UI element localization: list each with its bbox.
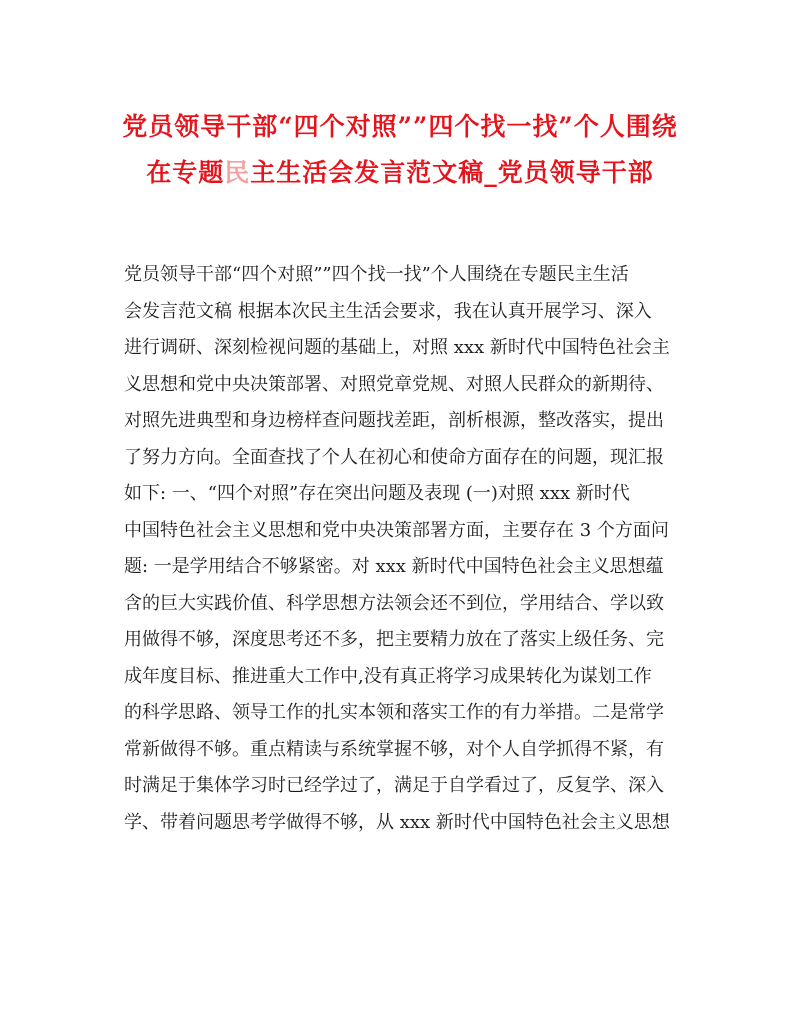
body-line: 常新做得不够。重点精读与系统掌握不够，对个人自学抓得不紧，有 <box>124 738 664 760</box>
body-line: 了努力方向。全面查找了个人在初心和使命方面存在的问题，现汇报 <box>124 446 664 468</box>
title-highlight-char: 民 <box>224 158 251 187</box>
body-line: 用做得不够，深度思考还不多，把主要精力放在了落实上级任务、完 <box>124 629 664 650</box>
body-line: 的科学思路、领导工作的扎实本领和落实工作的有力举措。二是常学 <box>124 702 664 723</box>
document-title <box>0 104 800 196</box>
body-line: 如下: 一、“四个对照”存在突出问题及表现 (一)对照 xxx 新时代 <box>124 483 630 504</box>
title-line-2 <box>0 150 800 196</box>
body-line: 对照先进典型和身边榜样查问题找差距，剖析根源，整改落实，提出 <box>124 410 664 431</box>
body-line: 时满足于集体学习时已经学过了，满足于自学看过了，反复学、深入 <box>124 775 664 796</box>
body-line: 成年度目标、推进重大工作中,没有真正将学习成果转化为谋划工作 <box>124 665 652 687</box>
body-line: 义思想和党中央决策部署、对照党章党规、对照人民群众的新期待、 <box>124 373 664 395</box>
title-line-2-start: 在专题 <box>146 158 225 187</box>
body-line: 党员领导干部“四个对照””四个找一找”个人围绕在专题民主生活 <box>124 264 629 285</box>
body-line: 学、带着问题思考学做得不够，从 xxx 新时代中国特色社会主义思想 <box>124 811 670 833</box>
body-line: 题: 一是学用结合不够紧密。对 xxx 新时代中国特色社会主义思想蕴 <box>124 556 664 577</box>
title-line-1: 党员领导干部“四个对照””四个找一找”个人围绕 <box>122 112 678 141</box>
body-line: 中国特色社会主义思想和党中央决策部署方面，主要存在 3 个方面问 <box>124 519 669 541</box>
body-line: 含的巨大实践价值、科学思想方法领会还不到位，学用结合、学以致 <box>124 592 664 614</box>
body-line: 进行调研、深刻检视问题的基础上，对照 xxx 新时代中国特色社会主 <box>124 337 670 358</box>
body-line: 会发言范文稿 根据本次民主生活会要求，我在认真开展学习、深入 <box>124 300 652 322</box>
document-body <box>124 257 684 841</box>
title-line-2-end: 主生活会发言范文稿_党员领导干部 <box>250 158 654 187</box>
